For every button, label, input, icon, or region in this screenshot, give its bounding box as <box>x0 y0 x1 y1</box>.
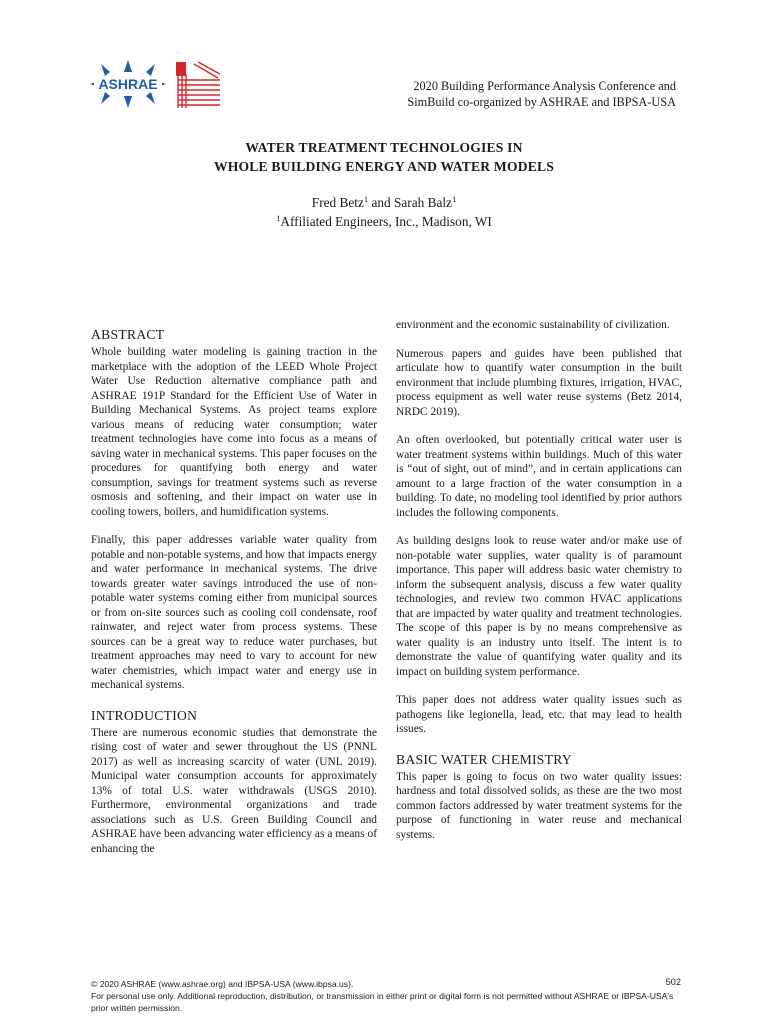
conference-line-2: SimBuild co-organized by ASHRAE and IBPSA-USA <box>407 95 676 109</box>
right-paragraph-2: Numerous papers and guides have been published that articulate how to quantify water consumption in the built environment that include plumbing fixtures, irrigation, HVAC, process equipment as well water reuse systems (Betz 2014, NRDC 2019). <box>396 347 682 418</box>
right-paragraph-4: As building designs look to reuse water and/or make use of non-potable water supplies, water quality is of paramount importance. This paper will address basic water chemistry to inform the subsequent analysis, discuss a few water quality technologies, and review two common HVAC applications that are impacted by water quality and treatment technologies. The scope of this paper is by no means comprehensive as water quality is an industry unto itself. The intent is to demonstrate the value of quantifying water quality and its impact on building system performance. <box>396 535 682 678</box>
basic-water-chemistry-paragraph-1: This paper is going to focus on two water quality issues: hardness and total dissolved solids, as these are the two most common factors addressed by water treatment systems for the purpose of functioning in water reuse and mechanical systems. <box>396 770 682 841</box>
right-column <box>396 318 682 856</box>
right-paragraph-5: This paper does not address water quality issues such as pathogens like legionella, lead, etc. that may lead to health issues. <box>396 694 682 735</box>
abstract-paragraph-2: Finally, this paper addresses variable water quality from potable and non-potable systems, and how that impacts energy and water performance in mechanical systems. The drive towards greater water savings introduced the use of non-potable water systems coming either from municipal sources or from on-site sources such as cooling coil condensate, roof rainwater, and reject water from process systems. These sources can be a great way to reduce water purchases, but treatment approaches may need to vary to account for new water chemistries, which impact water and energy use in mechanical systems. <box>91 534 377 691</box>
author-connector: and <box>368 195 394 210</box>
right-paragraph-3: An often overlooked, but potentially critical water user is water treatment systems within buildings. Much of this water is “out of sight, out of mind”, and in certain applications can amount to a large fraction of the water consumption in a building. To date, no modeling tool identified by prior authors includes the following components. <box>396 434 682 519</box>
conference-line-1: 2020 Building Performance Analysis Conference and <box>413 79 676 93</box>
ashrae-logo <box>88 58 168 110</box>
author-1-sup: 1 <box>363 194 369 204</box>
introduction-heading: INTRODUCTION <box>91 707 198 723</box>
footer-notice: For personal use only. Additional reproduction, distribution, or transmission in either print or digital form is not permitted without ASHRAE or IBPSA-USA's prior written permission. <box>91 991 674 1013</box>
ibpsa-usa-logo <box>174 60 222 110</box>
paper-title-line-2: WHOLE BUILDING ENERGY AND WATER MODELS <box>213 159 555 174</box>
basic-water-chemistry-heading: BASIC WATER CHEMISTRY <box>396 751 572 767</box>
page-footer <box>91 978 681 1014</box>
footer-copyright: © 2020 ASHRAE (www.ashrae.org) and IBPSA-USA (www.ibpsa.us). <box>91 979 354 989</box>
author-2: Sarah Balz <box>393 195 452 210</box>
affiliation: Affiliated Engineers, Inc., Madison, WI <box>280 214 492 229</box>
abstract-heading: ABSTRACT <box>91 327 165 342</box>
page-number: 502 <box>665 977 681 987</box>
paper-title <box>0 138 768 176</box>
right-paragraph-1: environment and the economic sustainability of civilization. <box>396 319 670 331</box>
conference-header <box>356 78 676 110</box>
affiliation-sup: 1 <box>276 213 281 223</box>
ashrae-logo-text: ASHRAE <box>98 76 158 92</box>
abstract-paragraph-1: Whole building water modeling is gaining traction in the marketplace with the adoption of the LEED Whole Project Water Use Reduction alternative compliance path and ASHRAE 191P Standard for the Efficient Use of Water in Building Mechanical Systems. As project teams explore various means of reducing water consumption; water treatment technologies have come into focus as a means of saving water in mechanical systems. This paper focuses on the procedures for quantifying both energy and water consumption, savings for treatment systems such as reverse osmosis and softening, and their impact on water use in cooling towers, boilers, and humidification systems. <box>91 346 377 518</box>
author-line <box>0 193 768 212</box>
author-block <box>0 193 768 231</box>
introduction-paragraph-1: There are numerous economic studies that demonstrate the rising cost of water and sewer throughout the US (PNNL 2017) as well as increasing scarcity of water (UNL 2019). Municipal water consumption accounts for approximately 13% of total U.S. water withdrawals (USGS 2010). Furthermore, environmental organizations and trade associations such as U.S. Green Building Council and ASHRAE have been advancing water efficiency as a means of enhancing the <box>91 726 377 855</box>
author-2-sup: 1 <box>451 194 457 204</box>
left-column <box>91 318 377 870</box>
paper-title-line-1: WATER TREATMENT TECHNOLOGIES IN <box>245 140 523 155</box>
affiliation-line <box>0 212 768 231</box>
author-1: Fred Betz <box>311 195 364 210</box>
